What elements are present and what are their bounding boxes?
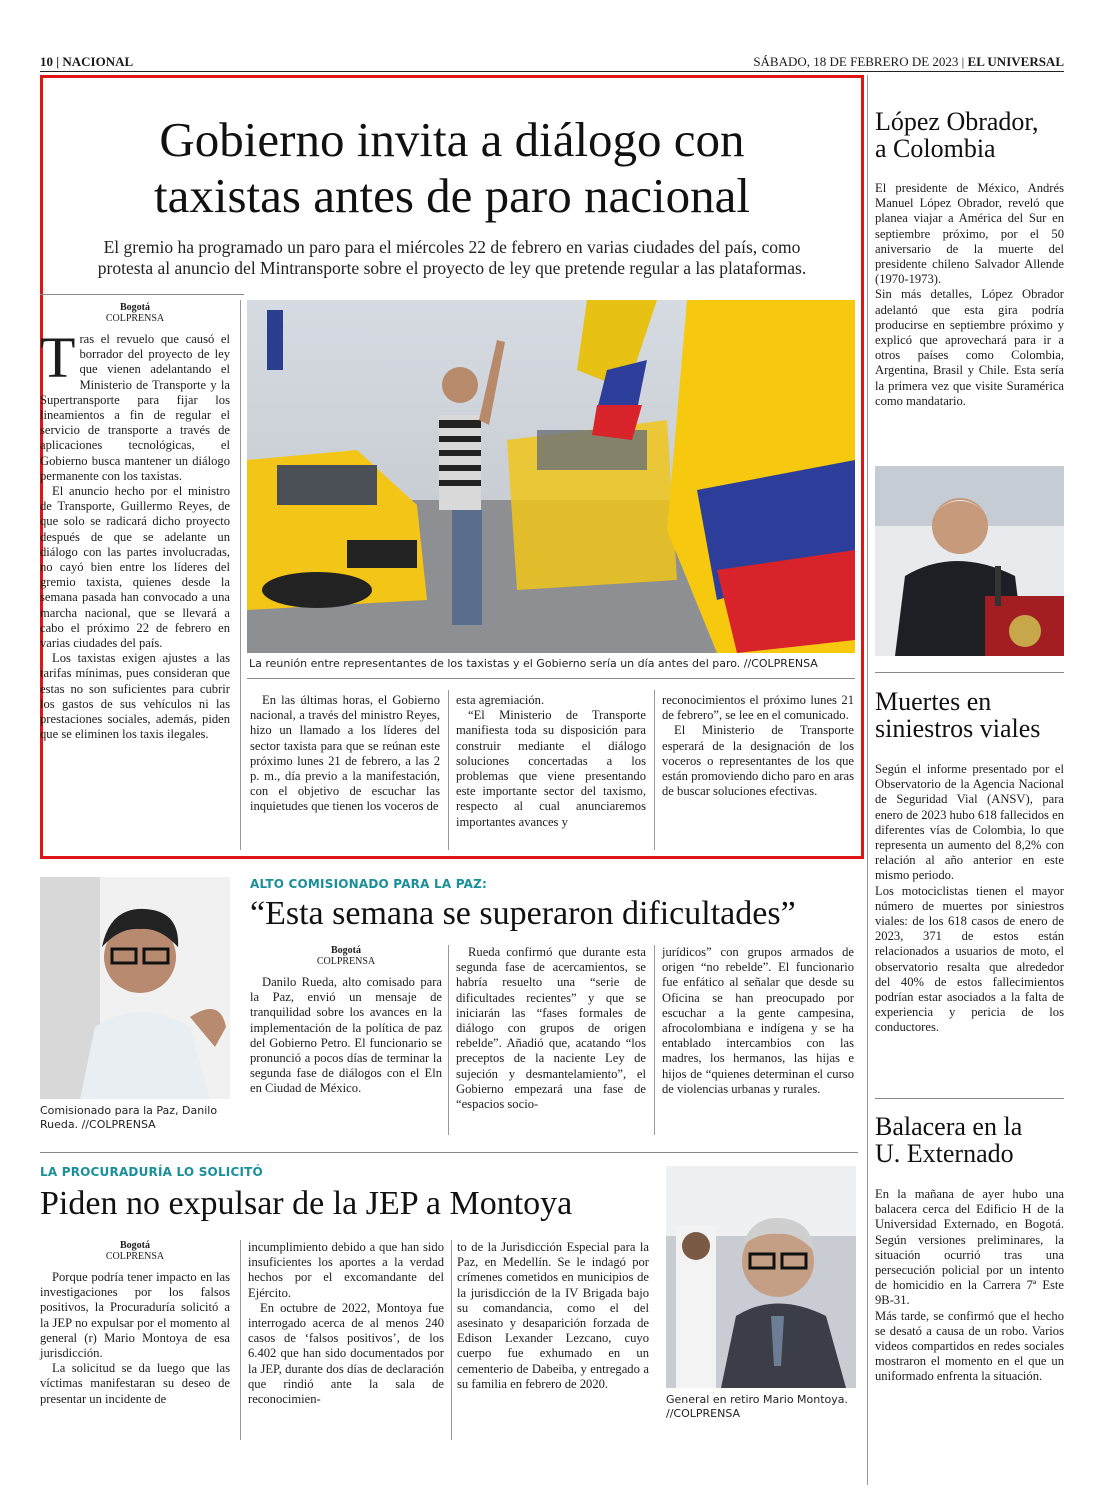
jep-headline: Piden no expulsar de la JEP a Montoya	[40, 1185, 573, 1222]
sidebar-balacera-p2: Más tarde, se confirmó que el hecho se desató a causa de un robo. Varios videos compartidos en redes sociales mostraron el momento en el que un uniformado enfrenta la situación.	[875, 1308, 1064, 1384]
paz-col-3	[662, 945, 854, 1097]
main-col4-p1: reconocimientos el próximo lunes 21 de febrero”, se lee en el comunicado.	[662, 693, 854, 723]
page-date-masthead	[753, 54, 1064, 70]
main-deck: El gremio ha programado un paro para el miércoles 22 de febrero en varias ciudades del país, como protesta al anuncio del Mintransporte sobre el proyecto de ley que pretende regular a las plataformas.	[97, 237, 807, 278]
main-col3-p1: esta agremiación.	[456, 693, 545, 707]
main-col2-p1: En las últimas horas, el Gobierno nacional, a través del ministro Reyes, hizo un llamado a los líderes del sector taxista para que se reúnan este próximo lunes 21 de febrero, a las 2 p. m., día previo a la manifestación, con el objetivo de escuchar las inquietudes que tienen los voceros de	[250, 693, 440, 814]
col-divider	[654, 690, 655, 850]
col-divider	[240, 1240, 241, 1440]
jep-col1-p1: Porque podría tener impacto en las investigaciones por los falsos positivos, la Procuraduría solicitó a la JEP no expulsar por el momento al general (r) Mario Montoya de esa jurisdicción.	[40, 1270, 230, 1361]
jep-col1-p2: La solicitud se da luego que las víctimas manifestaran su deseo de presentar un incidente de	[40, 1361, 230, 1406]
montoya-photo	[666, 1166, 856, 1388]
paz-col-2	[456, 945, 646, 1112]
main-headline: Gobierno invita a diálogo con taxistas antes de paro nacional	[154, 112, 750, 223]
main-col-4	[662, 693, 854, 799]
montoya-photo-caption: General en retiro Mario Montoya. //COLPRENSA	[666, 1393, 849, 1420]
sidebar-amlo-title: López Obrador, a Colombia	[875, 107, 1039, 163]
caption-rule	[247, 678, 855, 679]
paz-col-1	[250, 945, 442, 1097]
jep-col-3	[457, 1240, 649, 1392]
paz-col1-p: Danilo Rueda, alto comisado para la Paz, envió un mensaje de tranquilidad sobre los avances en la implementación de la política de paz del Gobierno Petro. El funcionario se pronunció a pocos días de terminar la segunda fase de diálogos con el Eln en Ciudad de México.	[250, 975, 442, 1096]
sidebar-balacera-body	[875, 1187, 1064, 1385]
main-col3-p2: “El Ministerio de Transporte manifiesta toda su disposición para construir mediante el diálogo soluciones concertadas a los problemas que viene presentando este importante sector del taxismo, respecto al cual anunciaremos importantes avances y	[456, 708, 646, 829]
sidebar-muertes-body	[875, 762, 1064, 1036]
main-col4-p2: El Ministerio de Transporte esperará de la designación de los voceros o representantes de los que están promoviendo dicho paro en aras de buscar soluciones efectivas.	[662, 723, 854, 799]
sidebar-rule	[875, 1098, 1064, 1099]
paz-col2-p: Rueda confirmó que durante esta segunda fase de acercamientos, se habría resuelto una “serie de dificultades recientes” y que se iniciarán las “fases formales de diálogo con grupos de origen rebelde”. Añadió que, acatando “los preceptos de la naciente Ley de sujeción y desmantelamiento”, el Gobierno empezará una fase de “espacios socio-	[456, 945, 646, 1112]
sidebar-amlo-p1: El presidente de México, Andrés Manuel López Obrador, reveló que planea viajar a América del Sur en septiembre próximo, por el 50 aniversario de la muerte del presidente chileno Salvador Allende (1970-1973).	[875, 181, 1064, 287]
col-divider	[448, 945, 449, 1135]
main-photo-caption: La reunión entre representantes de los taxistas y el Gobierno sería un día antes del paro. //COLPRENSA	[249, 657, 818, 670]
header-rule	[40, 71, 1064, 72]
paper-name: EL UNIVERSAL	[967, 54, 1064, 69]
col-divider	[654, 945, 655, 1135]
col-divider	[451, 1240, 452, 1440]
paz-col3-p: jurídicos” con grupos armados de origen “no rebelde”. El funcionario fue enfático al señalar que desde su Oficina se han preocupado por escuchar a la gente campesina, afrocolombiana e indígena y se ha entablado intercambios con las madres, los hermanos, las hijas e hijos de “quienes determinan el curso de violencias urbanas y rurales.	[662, 945, 854, 1096]
rule-byline	[40, 294, 244, 295]
sidebar-amlo-p2: Sin más detalles, López Obrador adelantó que esta gira podría producirse en septiembre próximo y explicó que aprovechará para ir a otros países como Colombia, Argentina, Brasil y Chile. Esta sería la primera vez que visite Suramérica como mandatario.	[875, 287, 1064, 408]
amlo-photo	[875, 466, 1064, 656]
sidebar-balacera-title: Balacera en la U. Externado	[875, 1112, 1023, 1168]
sidebar-rule	[875, 672, 1064, 673]
taxi-protest-illustration	[247, 300, 855, 653]
jep-col3-p: to de la Jurisdicción Especial para la Paz, en Medellín. Se le indagó por crímenes cometidos en municipios de la jurisdicción de la IV Brigada bajo su comandancia, como el del asesinato y desaparición forzada de Edison Lexander Lezcano, cuyo cuerpo fue exhumado en un cementerio de Dabeiba, y entregado a su familia en febrero de 2020.	[457, 1240, 649, 1391]
main-byline: Bogotá COLPRENSA	[105, 302, 165, 324]
dropcap: T	[40, 325, 76, 390]
sidebar-balacera-p1: En la mañana de ayer hubo una balacera cerca del Edificio H de la Universidad Externado, en Bogotá. Según versiones preliminares, la situación ocurrió tras una persecución policial por un intento de homicidio en la Carrera 7ª Este 9B-31.	[875, 1187, 1064, 1308]
main-col1-p1: Tras el revuelo que causó el borrador del proyecto de ley que vienen adelantando el Ministerio de Transporte y la Supertransporte para fijar los lineamientos a fin de regular el servicio de transporte a través de aplicaciones tecnológicas, el Gobierno busca mantener un diálogo permanente con los taxistas.	[40, 325, 230, 483]
jep-col2-p2: En octubre de 2022, Montoya fue interrogado acerca de al menos 240 casos de ‘falsos positivos’, de los 6.402 que han sido documentados por la JEP, durante dos días de declaración que rindió ante la sala de reconocimien-	[248, 1300, 444, 1407]
sidebar-divider	[867, 75, 868, 1485]
paz-headline: “Esta semana se superaron dificultades”	[250, 895, 796, 932]
rueda-photo	[40, 877, 230, 1099]
main-col-3	[456, 693, 646, 830]
sidebar-muertes-title: Muertes en siniestros viales	[875, 687, 1041, 743]
sidebar-muertes-p2: Los motociclistas tienen el mayor número de muertes por siniestros viales: de los 618 casos de enero de 2023, 371 de estos están relacionados a usuarios de moto, el observatorio resalta que alrededor del 40% de estos fallecimientos podrían estar asociados a la falta de experiencia y pericia de los conductores.	[875, 883, 1064, 1035]
taxi-photo	[247, 300, 855, 653]
page-date: SÁBADO, 18 DE FEBRERO DE 2023 |	[753, 54, 965, 69]
paz-byline: Bogotá COLPRENSA	[316, 945, 376, 967]
paz-kicker: ALTO COMISIONADO PARA LA PAZ:	[250, 877, 487, 891]
jep-col-1	[40, 1240, 230, 1407]
sidebar-amlo-body	[875, 181, 1064, 409]
section-rule	[40, 1152, 858, 1153]
main-col1-p2: El anuncio hecho por el ministro de Transporte, Guillermo Reyes, de que solo se radicará dicho proyecto después de que se adelante un diálogo con las partes involucradas, no cayó bien entre los líderes del gremio taxista, quienes desde la semana pasada han convocado a una marcha nacional, que se llevará a cabo el próximo 22 de febrero en varias ciudades del país.	[40, 484, 230, 651]
col-divider	[448, 690, 449, 850]
jep-col2-p1: incumplimiento debido a que han sido insuficientes los aportes a la verdad hechos por el excomandante del Ejército.	[248, 1240, 444, 1300]
page-section-label: 10 | NACIONAL	[40, 54, 134, 69]
col-divider	[240, 300, 241, 850]
rueda-photo-caption: Comisionado para la Paz, Danilo Rueda. //COLPRENSA	[40, 1104, 218, 1131]
sidebar-muertes-p1: Según el informe presentado por el Observatorio de la Agencia Nacional de Seguridad Vial (ANSV), para enero de 2023 hubo 618 fallecidos en diferentes vías de Colombia, lo que representa un aumento del 8,2% con relación al año anterior en este mismo periodo.	[875, 762, 1064, 883]
jep-col-2	[248, 1240, 444, 1407]
main-col-2	[250, 693, 440, 815]
jep-kicker: LA PROCURADURÍA LO SOLICITÓ	[40, 1165, 263, 1179]
jep-byline: Bogotá COLPRENSA	[105, 1240, 165, 1262]
main-col1-p3: Los taxistas exigen ajustes a las tarifas mínimas, pues consideran que estas no son suficientes para cubrir los gastos de sus vehículos ni las prestaciones sociales, además, piden que se eliminen los taxis ilegales.	[40, 651, 230, 742]
main-col-1	[40, 302, 230, 742]
